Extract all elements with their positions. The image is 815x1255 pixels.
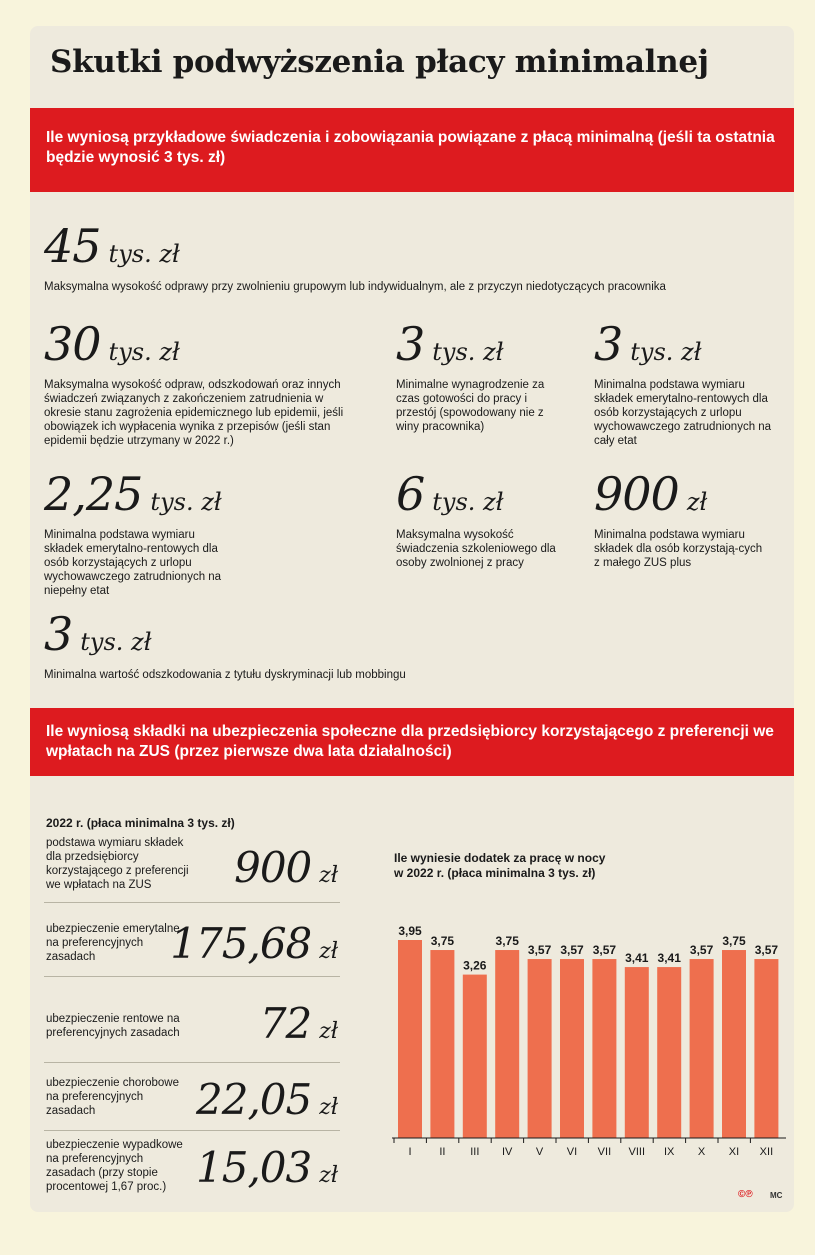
contribution-row <box>44 832 340 903</box>
bar-value-label: 3,57 <box>592 943 617 958</box>
row-unit: zł <box>319 1019 338 1044</box>
row-unit: zł <box>319 939 338 964</box>
stat-unit: tys. zł <box>150 488 222 516</box>
bar-VII <box>592 959 616 1138</box>
infographic-card <box>30 26 794 1212</box>
stat-unit: tys. zł <box>432 338 504 366</box>
stat-value: 6 <box>396 467 425 521</box>
stat-value: 3 <box>594 317 623 371</box>
row-value: 175,68 <box>170 919 312 968</box>
chart-title-line2: w 2022 r. (płaca minimalna 3 tys. zł) <box>394 866 596 880</box>
x-tick-label: I <box>408 1146 412 1158</box>
section2-subheader: 2022 r. (płaca minimalna 3 tys. zł) <box>46 816 235 830</box>
bar-value-label: 3,57 <box>689 943 714 958</box>
stat-item <box>396 467 566 570</box>
stat-description: Minimalna podstawa wymiaru składek emerytalno-rentowych dla osób korzystających z urlopu wychowawczego zatrudnionych na niepełny etat <box>44 529 222 597</box>
x-tick-label: IV <box>501 1146 513 1158</box>
row-label: ubezpieczenie wypadkowe na preferencyjnych zasadach (przy stopie procentowej 1,67 proc.) <box>46 1139 183 1193</box>
bar-IV <box>495 950 519 1138</box>
row-value: 22,05 <box>196 1075 312 1124</box>
stat-description: Minimalna podstawa wymiaru składek emerytalno-rentowych dla osób korzystających z urlopu wychowawczego zatrudnionych na cały etat <box>594 379 772 447</box>
contribution-row <box>44 976 340 1063</box>
stat-item <box>44 317 360 448</box>
x-tick-label: VII <box>597 1146 612 1158</box>
stat-item <box>594 317 784 448</box>
bar-XI <box>722 950 746 1138</box>
bar-value-label: 3,75 <box>722 934 746 949</box>
bar-value-label: 3,57 <box>527 943 552 958</box>
bar-I <box>398 940 422 1138</box>
chart-title-line1: Ile wyniesie dodatek za pracę w nocy <box>394 851 606 865</box>
bar-value-label: 3,57 <box>754 943 779 958</box>
stat-unit: tys. zł <box>108 240 180 268</box>
author-credit: MC <box>770 1191 783 1200</box>
stat-unit: tys. zł <box>432 488 504 516</box>
stat-value: 45 <box>44 219 101 273</box>
stat-value: 3 <box>44 607 73 661</box>
bar-III <box>463 975 487 1138</box>
x-tick-label: IX <box>663 1146 675 1158</box>
row-label: ubezpieczenie emerytalne na preferencyjnych zasadach <box>46 923 180 963</box>
night-bonus-bar-chart <box>390 888 786 1164</box>
stat-description: Minimalne wynagrodzenie za czas gotowości do pracy i przestój (spowodowany nie z winy pracownika) <box>396 379 545 433</box>
x-tick-label: II <box>439 1146 446 1158</box>
bar-value-label: 3,75 <box>430 934 455 949</box>
bar-VIII <box>625 967 649 1138</box>
bar-value-label: 3,41 <box>657 951 681 966</box>
x-tick-label: III <box>470 1146 480 1158</box>
stat-unit: tys. zł <box>630 338 702 366</box>
stat-value: 3 <box>396 317 425 371</box>
section2-header: Ile wyniosą składki na ubezpieczenia społeczne dla przedsiębiorcy korzystającego z preferencji we wpłatach na ZUS (przez pierwsze dwa lata działalności) <box>30 708 794 776</box>
row-value: 15,03 <box>196 1143 312 1192</box>
bar-value-label: 3,75 <box>495 934 519 949</box>
row-unit: zł <box>319 1163 338 1188</box>
stat-description: Minimalna wartość odszkodowania z tytułu dyskryminacji lub mobbingu <box>44 669 406 681</box>
bar-value-label: 3,57 <box>560 943 584 958</box>
x-tick-label: V <box>535 1146 544 1158</box>
contribution-row <box>44 1062 340 1131</box>
bar-VI <box>560 959 584 1138</box>
x-tick-label: XII <box>759 1146 774 1158</box>
bar-value-label: 3,41 <box>625 951 649 966</box>
bar-value-label: 3,26 <box>463 958 487 973</box>
bar-X <box>690 959 714 1138</box>
stat-value: 30 <box>44 317 101 371</box>
row-value: 900 <box>234 843 312 892</box>
chart-title <box>394 851 605 881</box>
contribution-row <box>44 902 340 977</box>
bar-V <box>528 959 552 1138</box>
bar-XII <box>754 959 778 1138</box>
stat-value: 2,25 <box>44 467 143 521</box>
stat-item <box>396 317 556 434</box>
bar-II <box>430 950 454 1138</box>
contribution-row <box>44 1130 340 1198</box>
row-label: ubezpieczenie rentowe na preferencyjnych zasadach <box>46 1013 180 1039</box>
x-tick-label: VIII <box>628 1146 646 1158</box>
bar-IX <box>657 967 681 1138</box>
stat-unit: tys. zł <box>108 338 180 366</box>
x-tick-label: VI <box>566 1146 578 1158</box>
stat-description: Maksymalna wysokość odprawy przy zwolnieniu grupowym lub indywidualnym, ale z przyczyn niedotyczących pracownika <box>44 281 666 293</box>
stat-item <box>44 467 234 598</box>
publisher-logo: ©℗ <box>738 1189 753 1200</box>
stat-item <box>44 607 644 682</box>
stat-unit: zł <box>686 488 708 516</box>
row-label: podstawa wymiaru składek dla przedsiębiorcy korzystającego z preferencji we wpłatach na ZUS <box>46 837 189 891</box>
row-unit: zł <box>319 863 338 888</box>
x-tick-label: X <box>697 1146 706 1158</box>
stat-item <box>594 467 766 570</box>
stat-description: Minimalna podstawa wymiaru składek dla osób korzystają-cych z małego ZUS plus <box>594 529 763 569</box>
section1-header: Ile wyniosą przykładowe świadczenia i zobowiązania powiązane z płacą minimalną (jeśli ta ostatnia będzie wynosić 3 tys. zł) <box>30 108 794 192</box>
bar-value-label: 3,95 <box>398 924 422 938</box>
stat-description: Maksymalna wysokość odpraw, odszkodowań oraz innych świadczeń związanych z zakończeniem zatrudnienia w okresie stanu zagrożenia epidemicznego lub epidemii, jeśli obowiązek ich wypłacenia wynika z przepisów (jeśli stan epidemii będzie utrzymany w 2022 r.) <box>44 379 344 447</box>
row-unit: zł <box>319 1095 338 1120</box>
stat-unit: tys. zł <box>80 628 152 656</box>
stat-value: 900 <box>594 467 679 521</box>
page-title: Skutki podwyższenia płacy minimalnej <box>50 44 709 80</box>
stat-item <box>44 219 774 294</box>
stat-description: Maksymalna wysokość świadczenia szkoleniowego dla osoby zwolnionej z pracy <box>396 529 556 569</box>
x-tick-label: XI <box>728 1146 740 1158</box>
row-value: 72 <box>259 999 312 1048</box>
row-label: ubezpieczenie chorobowe na preferencyjnych zasadach <box>46 1077 179 1117</box>
